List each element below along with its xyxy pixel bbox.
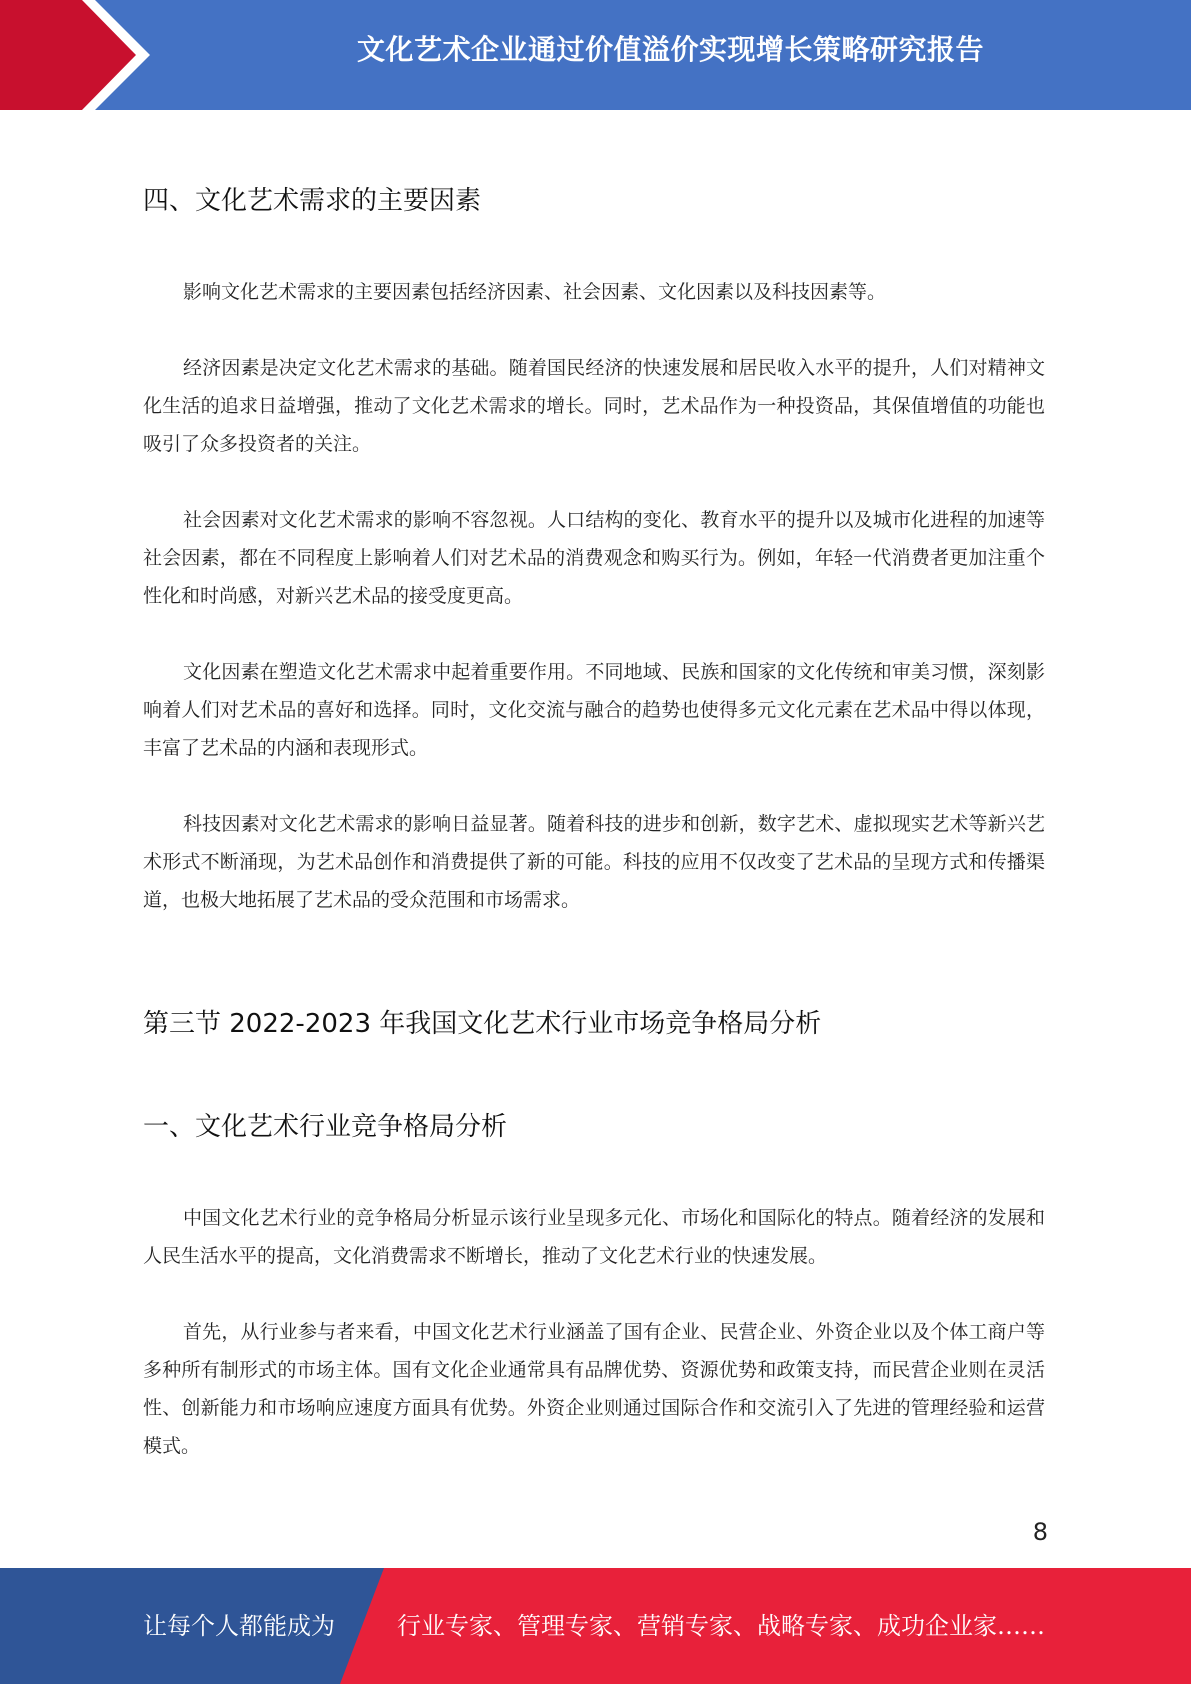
section-heading-demand-factors: 四、文化艺术需求的主要因素 [143,186,482,216]
page-number: 8 [1032,1518,1048,1546]
paragraph-intro: 影响文化艺术需求的主要因素包括经济因素、社会因素、文化因素以及科技因素等。 [183,281,887,303]
page-footer [0,1568,1191,1684]
report-title: 文化艺术企业通过价值溢价实现增长策略研究报告 [356,33,984,66]
footer-slogan-right: 行业专家、管理专家、营销专家、战略专家、成功企业家…… [397,1612,1045,1640]
chapter-heading-competition: 第三节 2022-2023 年我国文化艺术行业市场竞争格局分析 [143,1009,822,1039]
footer-slogan-left: 让每个人都能成为 [143,1612,335,1640]
paragraph-tech-factors: 科技因素对文化艺术需求的影响日益显著。随着科技的进步和创新，数字艺术、虚拟现实艺术等新兴艺术形式不断涌现，为艺术品创作和消费提供了新的可能。科技的应用不仅改变了艺术品的呈现方式和传播渠道，也极大地拓展了艺术品的受众范围和市场需求。 [143,813,1045,911]
page-header [0,0,1191,110]
section-heading-competition-analysis: 一、文化艺术行业竞争格局分析 [143,1112,508,1142]
paragraph-cultural-factors: 文化因素在塑造文化艺术需求中起着重要作用。不同地域、民族和国家的文化传统和审美习惯，深刻影响着人们对艺术品的喜好和选择。同时，文化交流与融合的趋势也使得多元文化元素在艺术品中得以体现，丰富了艺术品的内涵和表现形式。 [143,661,1045,759]
paragraph-economic-factors: 经济因素是决定文化艺术需求的基础。随着国民经济的快速发展和居民收入水平的提升，人们对精神文化生活的追求日益增强，推动了文化艺术需求的增长。同时，艺术品作为一种投资品，其保值增值的功能也吸引了众多投资者的关注。 [143,357,1045,455]
paragraph-competition-overview: 中国文化艺术行业的竞争格局分析显示该行业呈现多元化、市场化和国际化的特点。随着经济的发展和人民生活水平的提高，文化消费需求不断增长，推动了文化艺术行业的快速发展。 [143,1207,1045,1267]
paragraph-social-factors: 社会因素对文化艺术需求的影响不容忽视。人口结构的变化、教育水平的提升以及城市化进程的加速等社会因素，都在不同程度上影响着人们对艺术品的消费观念和购买行为。例如，年轻一代消费者更加注重个性化和时尚感，对新兴艺术品的接受度更高。 [143,509,1045,607]
paragraph-market-participants: 首先，从行业参与者来看，中国文化艺术行业涵盖了国有企业、民营企业、外资企业以及个体工商户等多种所有制形式的市场主体。国有文化企业通常具有品牌优势、资源优势和政策支持，而民营企业则在灵活性、创新能力和市场响应速度方面具有优势。外资企业则通过国际合作和交流引入了先进的管理经验和运营模式。 [143,1321,1045,1457]
